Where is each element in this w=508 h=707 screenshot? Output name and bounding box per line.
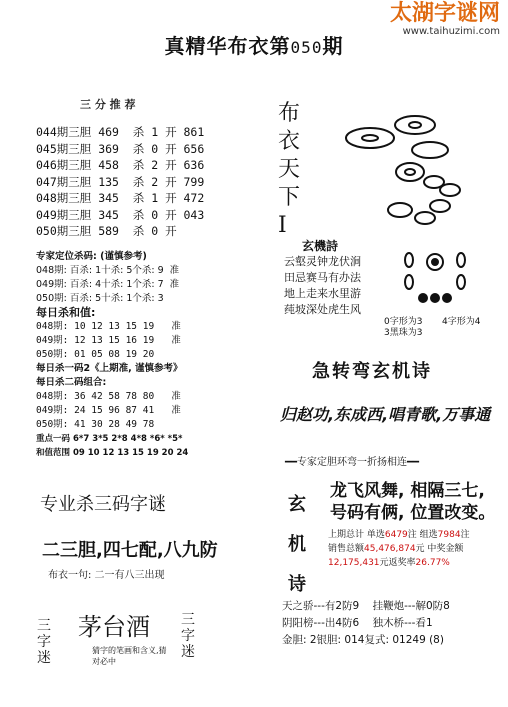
sandan-header: 三 分 推 荐 — [80, 98, 136, 111]
note-line: 猜字的笔画和含义,猜 — [92, 646, 167, 655]
list-item: 049期: 百杀: 4十杀: 1个杀: 7 准 — [36, 279, 180, 290]
vchar: 机 — [288, 534, 306, 555]
symbols-illustration — [395, 240, 475, 312]
riddle-title: 专业杀三码字谜 — [40, 494, 166, 515]
stat-row-3 — [328, 556, 470, 570]
stat-row-2 — [328, 542, 470, 556]
vchar: 玄 — [288, 494, 306, 515]
vertical-title — [278, 100, 304, 240]
predictions-block — [36, 250, 188, 460]
list-item: 050期: 01 05 08 19 20 — [36, 349, 155, 360]
vchar: 下 — [278, 185, 301, 210]
jizhuan-title: 急转弯玄机诗 — [312, 361, 432, 382]
poem-line: 云壑灵钟龙伏涧 — [284, 255, 361, 268]
maotai-text: 茅台酒 — [78, 613, 150, 641]
vchar: 衣 — [278, 129, 301, 154]
list-item: 天之骄---有2防9 挂鞭炮---解0防8 — [282, 600, 450, 612]
stat-text: 注 组选 — [407, 530, 438, 540]
vchar: 诗 — [288, 574, 306, 595]
brand-name: 太湖字谜网 — [389, 1, 500, 26]
stat-value: 7984 — [437, 530, 461, 540]
stat-text: 元返奖率 — [379, 558, 416, 568]
vchar: I — [278, 213, 287, 238]
brand-url: www.taihuzimi.com — [402, 26, 500, 37]
list-item: 048期: 10 12 13 15 19 准 — [36, 321, 181, 332]
riddle-main: 二三胆,四七配,八九防 — [42, 540, 218, 561]
page-title — [0, 30, 508, 59]
list-item: 049期三胆 345 杀 0 开 043 — [36, 207, 205, 222]
poem-line: 莼坡深处虎生风 — [284, 303, 361, 316]
vchar: 天 — [278, 157, 301, 182]
stat-value: 26.77% — [415, 558, 450, 568]
stat-text: 销售总额 — [328, 544, 365, 554]
stat-row-1 — [328, 528, 470, 542]
vertical-xuanjishi — [287, 485, 307, 605]
maotai-note — [92, 645, 167, 667]
stat-value: 45,476,874 — [364, 544, 416, 554]
ermazu-title: 每日杀二码组合: — [36, 377, 107, 388]
dash-line: ━━专家定胆环弯一折扬相连━━ — [285, 457, 420, 468]
sandan-list — [36, 124, 204, 240]
vchar: 布 — [278, 101, 301, 126]
list-item: 048期三胆 345 杀 1 开 472 — [36, 191, 205, 205]
stats-block — [328, 528, 470, 570]
big-poem — [330, 480, 495, 524]
guizhao-line: 归赵功,东成西,唱青歌,万事通 — [280, 405, 491, 424]
list-item: 046期三胆 458 杀 2 开 636 — [36, 158, 205, 172]
meiri-title: 每日杀和值: — [36, 306, 96, 319]
zhongdian-row: 重点一码 6*7 3*5 2*8 4*8 *6* *5* — [36, 434, 183, 444]
list-item: 050期三胆 589 杀 0 开 — [36, 224, 177, 238]
list-item: 044期三胆 469 杀 1 开 861 — [36, 125, 205, 139]
dingwei-title: 专家定位杀码: (谨慎参考) — [36, 251, 147, 262]
list-item: 金胆: 2银胆: 014复式: 01249 (8) — [282, 634, 444, 646]
list-item: 阴阳榜---出4防6 独木桥---看1 — [282, 617, 433, 629]
list-item: 048期: 36 42 58 78 80 准 — [36, 391, 181, 402]
poem-title: 玄機詩 — [302, 239, 339, 253]
list-item: 049期: 24 15 96 87 41 准 — [36, 405, 181, 416]
title-prefix: 真精华布衣第 — [164, 34, 291, 58]
yima-title: 每日杀一码2《上期准, 谨慎参考》 — [36, 363, 183, 374]
stat-value: 12,175,431 — [328, 558, 380, 568]
stat-value: 6479 — [384, 530, 408, 540]
coins-illustration — [330, 110, 480, 230]
riddle-small: 布衣一句: 二一有八三出现 — [48, 570, 165, 581]
stat-text: 上期总计 单选 — [328, 530, 385, 540]
poem-line: 号码有俩, 位置改变。 — [330, 503, 496, 523]
list-item: 050期: 41 30 28 49 78 — [36, 419, 155, 430]
poem-line: 地上走来水里游 — [284, 287, 361, 300]
side-label-left: 三字迷 — [37, 618, 51, 666]
note-line: 对必中 — [92, 657, 116, 666]
poem-block — [284, 254, 361, 318]
note-2: 3黑珠为3 — [384, 328, 423, 338]
note-1: 4字形为4 — [442, 317, 481, 327]
bottom-riddles — [282, 598, 450, 649]
title-suffix: 期 — [322, 34, 344, 58]
side-label-right: 三字迷 — [181, 612, 195, 660]
stat-text: 注 — [460, 530, 470, 540]
title-issue: 050 — [290, 38, 323, 57]
poem-line: 龙飞风舞, 相隔三七, — [330, 481, 485, 501]
list-item: 049期: 12 13 15 16 19 准 — [36, 335, 181, 346]
list-item: 050期: 百杀: 5十杀: 1个杀: 3 — [36, 293, 164, 304]
poem-line: 田忌赛马有办法 — [284, 271, 361, 284]
note-0: 0字形为3 — [384, 317, 423, 327]
list-item: 048期: 百杀: 1十杀: 5个杀: 9 准 — [36, 265, 180, 276]
hezhi-row: 和值范围 09 10 12 13 15 19 20 24 — [36, 448, 189, 458]
stat-text: 元 中奖金额 — [415, 544, 464, 554]
list-item: 045期三胆 369 杀 0 开 656 — [36, 141, 205, 156]
list-item: 047期三胆 135 杀 2 开 799 — [36, 174, 205, 189]
